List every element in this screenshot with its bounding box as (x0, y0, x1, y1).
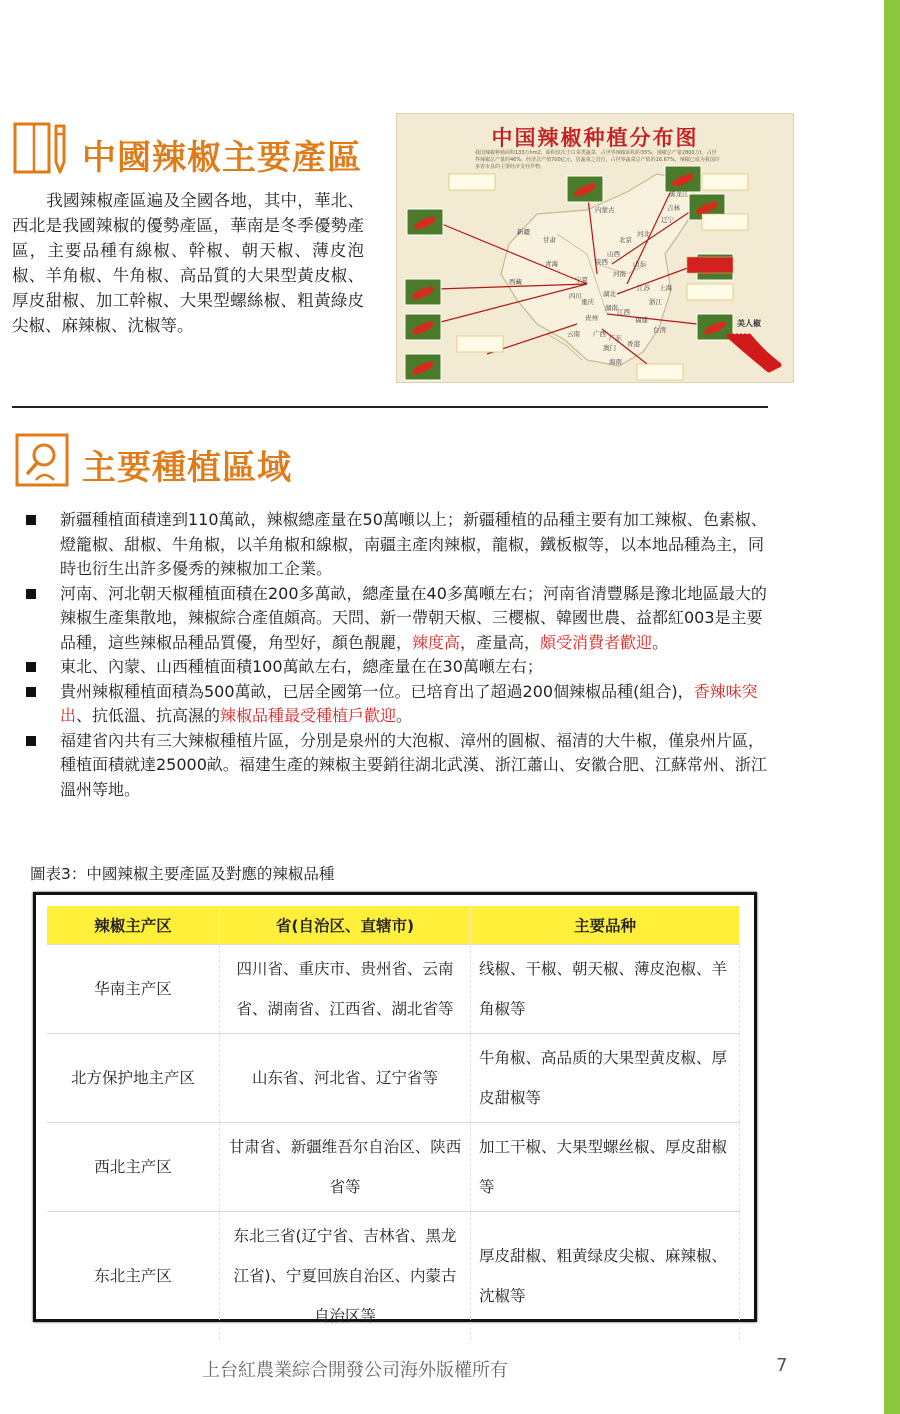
province-label: 香港 (627, 340, 640, 348)
map-note-box (687, 284, 733, 300)
bullet-text: 。 (652, 632, 669, 652)
bullet-text: ，產量高， (460, 632, 541, 652)
province-cell: 东北三省(辽宁省、吉林省、黑龙江省)、宁夏回族自治区、内蒙古自治区等 (220, 1212, 471, 1341)
table-header-cell: 省(自治区、直辖市) (220, 906, 471, 945)
province-label: 吉林 (667, 204, 680, 212)
province-label: 广西 (593, 330, 606, 338)
map-note-box (687, 257, 733, 273)
province-label: 黑龙江 (669, 190, 689, 198)
province-label: 澳门 (603, 344, 616, 352)
province-label: 重庆 (581, 298, 594, 306)
list-item (22, 655, 770, 680)
production-table-frame (33, 892, 757, 1325)
search-person-icon (14, 432, 70, 488)
pepper-photo (405, 279, 441, 305)
table-caption: 圖表3：中國辣椒主要產區及對應的辣椒品種 (30, 865, 335, 883)
province-label: 贵州 (585, 314, 598, 322)
table-row (47, 1123, 740, 1212)
bullet-text: 河南、河北朝天椒種植面積在200多萬畝，總產量在40多萬噸左右；河南省清豐縣是豫北地區最大的辣椒生產集散地，辣椒綜合產值頗高。天問、新一帶朝天椒、三櫻椒、韓國世農、益都紅003是主要品種，這些辣椒品種品質優，角型好，顏色靚麗， (60, 583, 767, 652)
list-item (22, 729, 770, 803)
province-label: 福建 (635, 316, 648, 324)
table-header-cell: 主要品种 (471, 906, 740, 945)
province-label: 新疆 (517, 228, 530, 236)
province-label: 湖南 (605, 304, 618, 312)
province-label: 云南 (567, 330, 580, 338)
province-label: 广东 (609, 334, 622, 342)
map-description: 我国辣椒种植面积133万hm2，面积仅次于白菜类蔬菜，占世界辣椒面积的35%，辣椒总产量2800万t，占世界辣椒总产量的46%，经济总产值700亿元，居蔬菜之首位，占世界蔬菜总产值的16.67%，辣椒已成为我国许多省市县的主要经济支柱作物。 (475, 150, 720, 170)
province-label: 内蒙古 (595, 206, 615, 214)
planting-region-list (22, 508, 770, 802)
document-pen-icon (12, 120, 70, 178)
province-label: 江西 (617, 308, 630, 316)
bullet-square-icon (26, 589, 36, 599)
region-cell: 东北主产区 (47, 1212, 220, 1341)
map-title: 中国辣椒种植分布图 (491, 125, 699, 150)
province-label: 台湾 (653, 326, 666, 334)
province-cell: 山东省、河北省、辽宁省等 (220, 1034, 471, 1123)
variety-cell: 牛角椒、高品质的大果型黄皮椒、厚皮甜椒等 (471, 1034, 740, 1123)
page-number: 7 (776, 1355, 788, 1376)
highlight-text: 香辣味突出 (60, 681, 758, 725)
footer-copyright: 上台紅農業綜合開發公司海外版權所有 (202, 1360, 508, 1381)
bullet-text: 新疆種植面積達到110萬畝，辣椒總產量在50萬噸以上；新疆種植的品種主要有加工辣椒、色素椒、燈籠椒、甜椒、牛角椒，以羊角椒和線椒，南疆主產肉辣椒，龍椒，鐵板椒等，以本地品種為主，同時也衍生出許多優秀的辣椒加工企業。 (60, 510, 767, 578)
list-item (22, 508, 770, 582)
pepper-label: 美人椒 (737, 319, 761, 328)
region-cell: 北方保护地主产区 (47, 1034, 220, 1123)
section-title-planting-regions: 主要種植區域 (82, 448, 292, 488)
region-cell: 华南主产区 (47, 945, 220, 1034)
highlight-text: 頗受消費者歡迎 (540, 632, 653, 652)
section-divider (12, 406, 768, 408)
province-label: 上海 (659, 284, 672, 292)
map-note-box (637, 364, 683, 380)
province-label: 海南 (609, 358, 622, 366)
variety-cell: 加工干椒、大果型螺丝椒、厚皮甜椒等 (471, 1123, 740, 1212)
list-item (22, 582, 770, 656)
province-label: 陕西 (595, 258, 608, 266)
pepper-photo (405, 314, 441, 340)
pepper-photo (407, 209, 443, 235)
side-accent-bar (884, 0, 900, 1414)
province-label: 西藏 (509, 278, 522, 286)
province-label: 甘肃 (543, 236, 556, 244)
bullet-square-icon (26, 515, 36, 525)
province-cell: 四川省、重庆市、贵州省、云南省、湖南省、江西省、湖北省等 (220, 945, 471, 1034)
region-cell: 西北主产区 (47, 1123, 220, 1212)
province-label: 北京 (619, 236, 632, 244)
province-label: 山西 (607, 250, 620, 258)
map-note-box (449, 174, 495, 190)
table-header-row (47, 906, 740, 945)
bullet-square-icon (26, 662, 36, 672)
map-graphic (397, 114, 793, 382)
pepper-photo (405, 354, 441, 380)
bullet-text: 福建省內共有三大辣椒種植片區，分別是泉州的大泡椒、漳州的圓椒、福清的大牛椒，僅泉州片區，種植面積就達25000畝。福建生產的辣椒主要銷往湖北武漢、浙江蕭山、安徽合肥、江蘇常州、浙江溫州等地。 (60, 730, 767, 799)
map-note-box (702, 214, 748, 230)
province-label: 四川 (569, 292, 582, 300)
province-label: 辽宁 (661, 216, 674, 224)
province-label: 江苏 (637, 284, 650, 292)
province-label: 山东 (633, 260, 646, 268)
intro-text: 我國辣椒產區遍及全國各地，其中，華北、西北是我國辣椒的優勢產區，華南是冬季優勢產區，主要品種有線椒、幹椒、朝天椒、薄皮泡椒、羊角椒、牛角椒、高品質的大果型黃皮椒、厚皮甜椒、加工幹椒、大果型螺絲椒、粗黃綠皮尖椒、麻辣椒、沈椒等。 (12, 191, 364, 335)
province-label: 浙江 (649, 298, 662, 306)
table-row (47, 945, 740, 1034)
table-row (47, 1034, 740, 1123)
province-label: 湖北 (603, 290, 616, 298)
list-item (22, 680, 770, 729)
variety-cell: 厚皮甜椒、粗黄绿皮尖椒、麻辣椒、沈椒等 (471, 1212, 740, 1341)
province-label: 河南 (613, 270, 626, 278)
section-title-production-areas: 中國辣椒主要產區 (82, 138, 362, 178)
highlight-text: 辣椒品種最受種植戶歡迎 (220, 706, 397, 725)
production-area-table (47, 906, 740, 1340)
bullet-text: 、抗低溫、抗高濕的 (76, 706, 221, 725)
intro-paragraph (12, 188, 364, 338)
highlight-text: 辣度高 (412, 632, 461, 652)
bullet-text: 。 (396, 706, 413, 725)
province-label: 青海 (545, 260, 558, 268)
bullet-text: 東北、內蒙、山西種植面積100萬畝左右，總產量在在30萬噸左右； (60, 657, 543, 676)
pepper-photo (665, 166, 701, 192)
map-note-box (457, 336, 503, 352)
map-note-box (702, 174, 748, 190)
province-label: 河北 (637, 230, 650, 238)
province-label: 宁夏 (575, 276, 588, 284)
pepper-distribution-map (396, 113, 794, 383)
table-header-cell: 辣椒主产区 (47, 906, 220, 945)
variety-cell: 线椒、干椒、朝天椒、薄皮泡椒、羊角椒等 (471, 945, 740, 1034)
bullet-square-icon (26, 687, 36, 697)
province-cell: 甘肃省、新疆维吾尔自治区、陕西省等 (220, 1123, 471, 1212)
bullet-text: 貴州辣椒種植面積為500萬畝，已居全國第一位。已培育出了超過200個辣椒品種(組合)， (60, 681, 694, 701)
bullet-square-icon (26, 736, 36, 746)
table-row (47, 1212, 740, 1341)
pepper-photo (567, 176, 603, 202)
